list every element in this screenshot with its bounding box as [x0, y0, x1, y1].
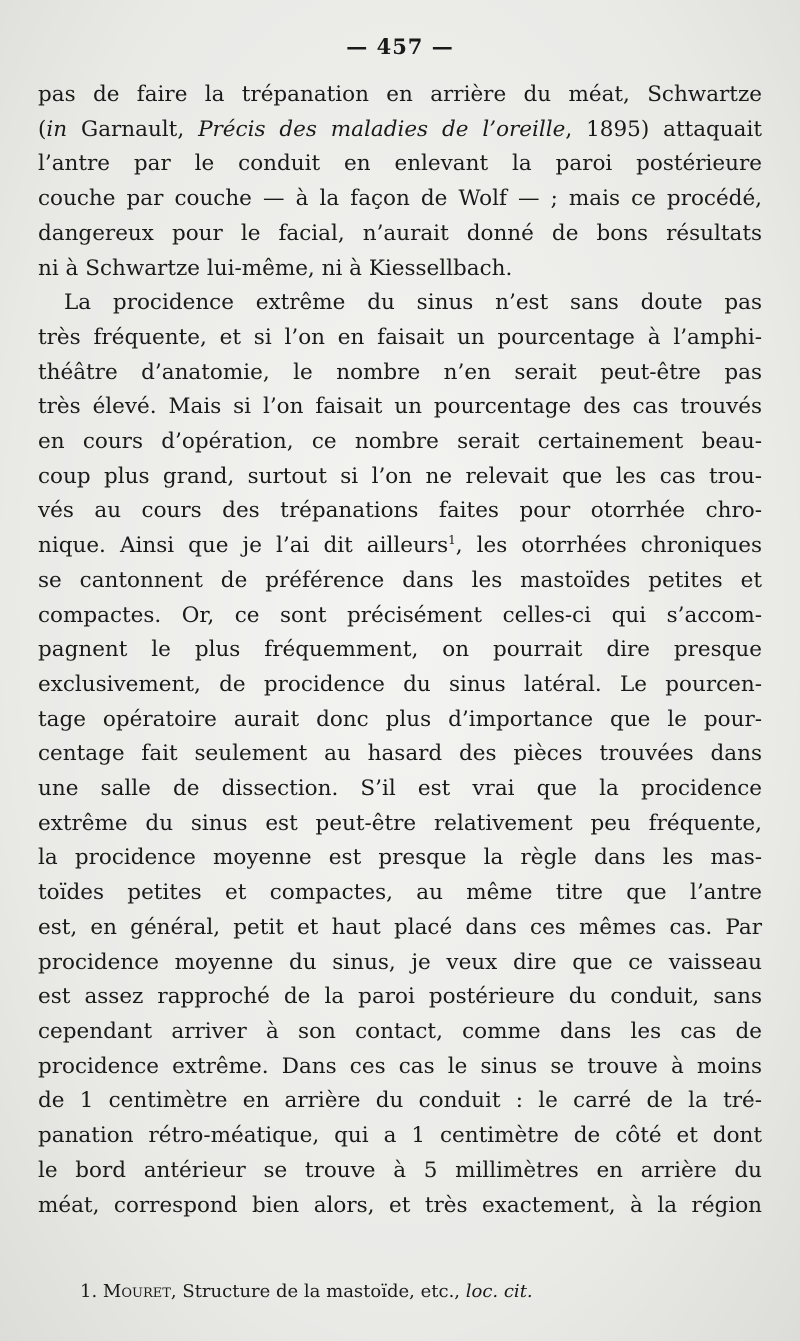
- text-line: la procidence moyenne est presque la règle dans les mas-: [38, 845, 762, 871]
- footnote-number: 1.: [80, 1281, 98, 1302]
- text-line: très fréquente, et si l’on en faisait un pourcentage à l’amphi-: [38, 324, 762, 350]
- text-line: procidence moyenne du sinus, je veux dire que ce vaisseau: [38, 949, 762, 975]
- text-line: toïdes petites et compactes, au même titre que l’antre: [38, 880, 762, 906]
- footnote: [80, 1280, 720, 1304]
- text-line: panation rétro-méatique, qui a 1 centimètre de côté et dont: [38, 1123, 762, 1149]
- text-line: en cours d’opération, ce nombre serait certainement beau-: [38, 429, 762, 455]
- text-line: compactes. Or, ce sont précisément celles-ci qui s’accom-: [38, 602, 762, 628]
- text-line: exclusivement, de procidence du sinus latéral. Le pourcen-: [38, 671, 762, 697]
- text-line: La procidence extrême du sinus n’est sans doute pas: [64, 290, 762, 316]
- text-line: cependant arriver à son contact, comme dans les cas de: [38, 1018, 762, 1044]
- text-line: ni à Schwartze lui-même, ni à Kiessellbach.: [38, 255, 513, 281]
- text-line: vés au cours des trépanations faites pour otorrhée chro-: [38, 498, 762, 524]
- text-line: extrême du sinus est peut-être relativement peu fréquente,: [38, 810, 762, 836]
- text-line: l’antre par le conduit en enlevant la paroi postérieure: [38, 151, 762, 177]
- footnote-reference: loc. cit.: [465, 1281, 533, 1302]
- text-line: tage opératoire aurait donc plus d’importance que le pour-: [38, 706, 762, 732]
- text-line: se cantonnent de préférence dans les mastoïdes petites et: [38, 567, 762, 593]
- text-line: centage fait seulement au hasard des pièces trouvées dans: [38, 741, 762, 767]
- text-line: (in Garnault, Précis des maladies de l’oreille, 1895) attaquait: [38, 116, 762, 142]
- text-line: nique. Ainsi que je l’ai dit ailleurs$^1$, les otorrhées chroniques: [38, 532, 762, 559]
- text-line: le bord antérieur se trouve à 5 millimètres en arrière du: [38, 1157, 762, 1183]
- text-line: couche par couche — à la façon de Wolf — ; mais ce procédé,: [38, 186, 762, 212]
- footnote-author: Mouret: [102, 1281, 171, 1302]
- footnote-text: , Structure de la mastoïde, etc.,: [170, 1281, 466, 1302]
- text-line: méat, correspond bien alors, et très exactement, à la région: [38, 1192, 762, 1218]
- text-line: pagnent le plus fréquemment, on pourrait dire presque: [38, 637, 762, 663]
- text-line: très élevé. Mais si l’on faisait un pourcentage des cas trouvés: [38, 394, 762, 420]
- footnote-marker: 1: [448, 532, 456, 547]
- text-line: de 1 centimètre en arrière du conduit : le carré de la tré-: [38, 1088, 762, 1114]
- text-line: une salle de dissection. S’il est vrai que la procidence: [38, 776, 762, 802]
- emphasis: in: [46, 116, 68, 142]
- book-title: Précis des maladies de l’oreille: [198, 116, 566, 142]
- text-line: coup plus grand, surtout si l’on ne relevait que les cas trou-: [38, 463, 762, 489]
- text-line: théâtre d’anatomie, le nombre n’en serait peut-être pas: [38, 359, 762, 385]
- body-text: [38, 78, 762, 1223]
- text-line: pas de faire la trépanation en arrière du méat, Schwartze: [38, 82, 762, 107]
- text-line: est assez rapproché de la paroi postérieure du conduit, sans: [38, 984, 762, 1010]
- text-line: procidence extrême. Dans ces cas le sinus se trouve à moins: [38, 1053, 762, 1079]
- page-number: — 457 —: [346, 34, 454, 59]
- text-line: dangereux pour le facial, n’aurait donné de bons résultats: [38, 220, 762, 246]
- text-line: est, en général, petit et haut placé dans ces mêmes cas. Par: [38, 914, 762, 940]
